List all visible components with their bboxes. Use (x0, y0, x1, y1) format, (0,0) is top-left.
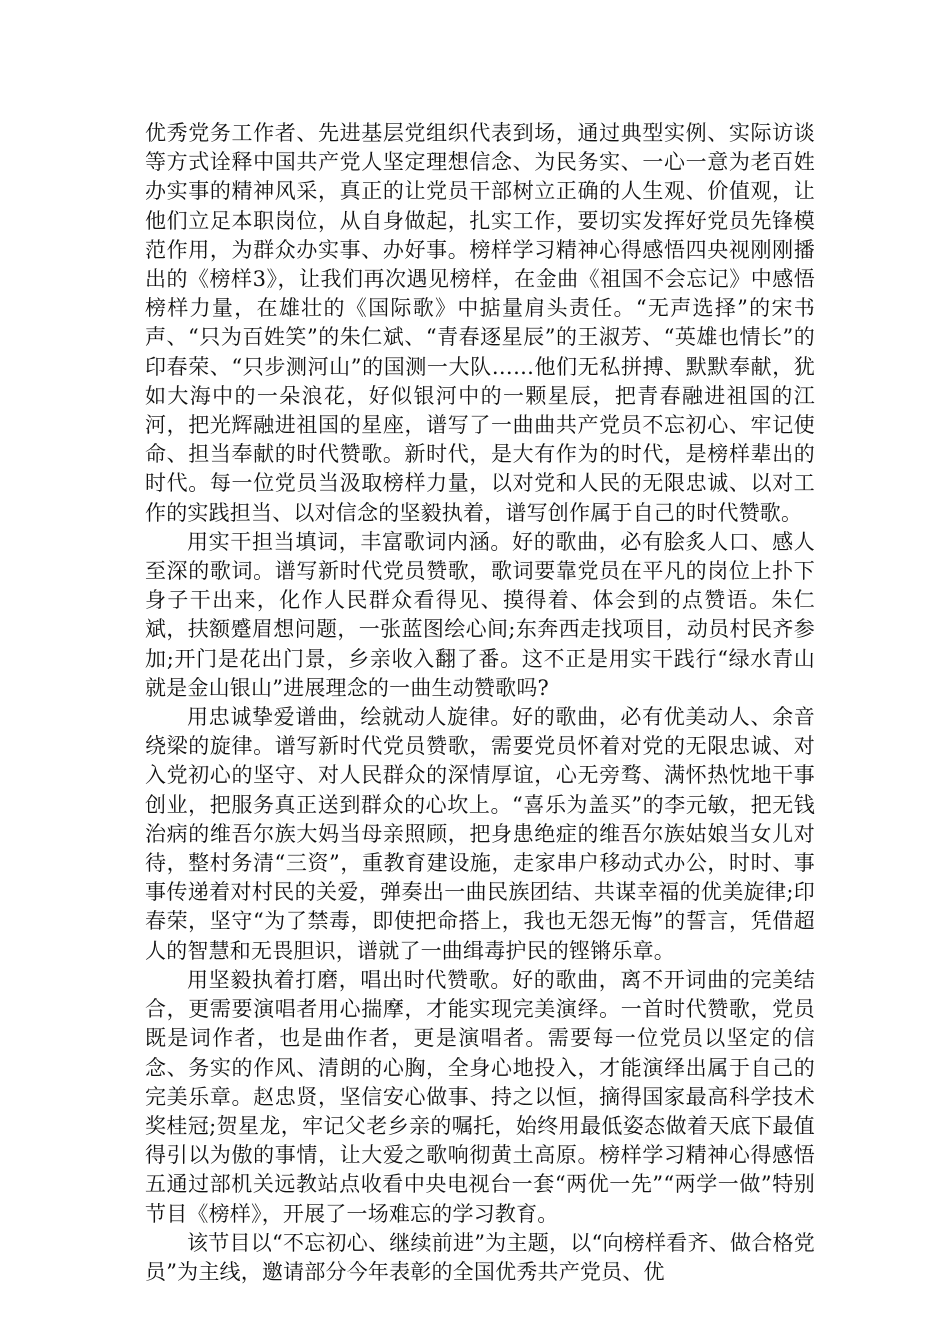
paragraph-1: 优秀党务工作者、先进基层党组织代表到场，通过典型实例、实际访谈等方式诠释中国共产党人坚定理想信念、为民务实、一心一意为老百姓办实事的精神风采，真正的让党员干部树立正确的人生观、价值观，让他们立足本职岗位，从自身做起，扎实工作，要切实发挥好党员先锋模范作用，为群众办实事、办好事。榜样学习精神心得感悟四央视刚刚播出的《榜样3》，让我们再次遇见榜样，在金曲《祖国不会忘记》中感悟榜样力量，在雄壮的《国际歌》中掂量肩头责任。“无声选择”的宋书声、“只为百姓笑”的朱仁斌、“青春逐星辰”的王淑芳、“英雄也情长”的印春荣、“只步测河山”的国测一大队……他们无私拼搏、默默奉献，犹如大海中的一朵浪花，好似银河中的一颗星辰，把青春融进祖国的江河，把光辉融进祖国的星座，谱写了一曲曲共产党员不忘初心、牢记使命、担当奉献的时代赞歌。新时代，是大有作为的时代，是榜样辈出的时代。每一位党员当汲取榜样力量，以对党和人民的无限忠诚、以对工作的实践担当、以对信念的坚毅执着，谱写创作属于自己的时代赞歌。 (145, 121, 815, 525)
document-body (145, 119, 815, 1287)
paragraph-4: 用坚毅执着打磨，唱出时代赞歌。好的歌曲，离不开词曲的完美结合，更需要演唱者用心揣摩，才能实现完美演绎。一首时代赞歌，党员既是词作者，也是曲作者，更是演唱者。需要每一位党员以坚定的信念、务实的作风、清朗的心胸，全身心地投入，才能演绎出属于自己的完美乐章。赵忠贤，坚信安心做事、持之以恒，摘得国家最高科学技术奖桂冠;贺星龙，牢记父老乡亲的嘱托，始终用最低姿态做着天底下最值得引以为傲的事情，让大爱之歌响彻黄土高原。榜样学习精神心得感悟五通过部机关远教站点收看中央电视台一套“两优一先”“两学一做”特别节目《榜样》，开展了一场难忘的学习教育。 (145, 967, 815, 1226)
paragraph-2: 用实干担当填词，丰富歌词内涵。好的歌曲，必有脍炙人口、感人至深的歌词。谱写新时代党员赞歌，歌词要靠党员在平凡的岗位上扑下身子干出来，化作人民群众看得见、摸得着、体会到的点赞语。朱仁斌，扶额蹙眉想问题，一张蓝图绘心间;东奔西走找项目，动员村民齐参加;开门是花出门景，乡亲收入翻了番。这不正是用实干践行“绿水青山就是金山银山”进展理念的一曲生动赞歌吗? (145, 529, 815, 700)
paragraph-3: 用忠诚挚爱谱曲，绘就动人旋律。好的歌曲，必有优美动人、余音绕梁的旋律。谱写新时代党员赞歌，需要党员怀着对党的无限忠诚、对入党初心的坚守、对人民群众的深情厚谊，心无旁骛、满怀热忱地干事创业，把服务真正送到群众的心坎上。“喜乐为盖买”的李元敏，把无钱治病的维吾尔族大妈当母亲照顾，把身患绝症的维吾尔族姑娘当女儿对待，整村务清“三资”，重教育建设施，走家串户移动式办公，时时、事事传递着对村民的关爱，弹奏出一曲民族团结、共谋幸福的优美旋律;印春荣，坚守“为了禁毒，即使把命搭上，我也无怨无悔”的誓言，凭借超人的智慧和无畏胆识，谱就了一曲缉毒护民的铿锵乐章。 (145, 705, 815, 963)
paragraph-5: 该节目以“不忘初心、继续前进”为主题，以“向榜样看齐、做合格党员”为主线，邀请部分今年表彰的全国优秀共产党员、优 (145, 1230, 815, 1284)
